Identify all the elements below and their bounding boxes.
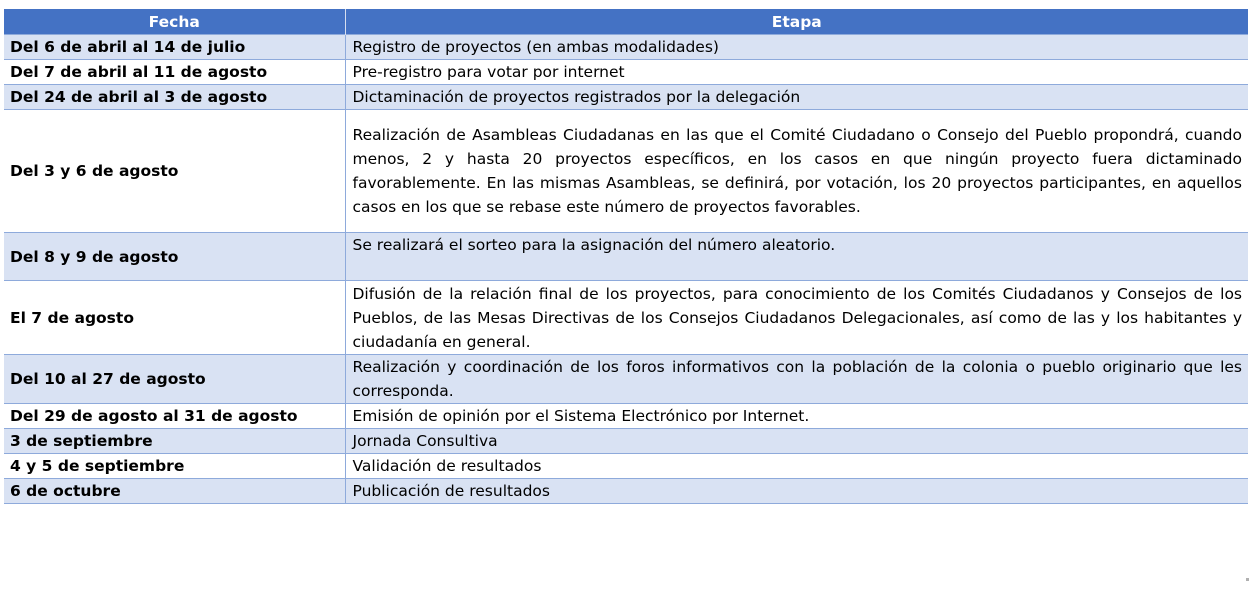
fecha-cell: Del 29 de agosto al 31 de agosto [4, 404, 345, 429]
etapa-cell: Emisión de opinión por el Sistema Electrónico por Internet. [345, 404, 1248, 429]
etapa-cell: Realización y coordinación de los foros informativos con la población de la colonia o pueblo originario que les corresponda. [345, 355, 1248, 404]
table-row [4, 85, 1248, 110]
table-row [4, 281, 1248, 355]
table-row [4, 60, 1248, 85]
etapa-cell: Publicación de resultados [345, 479, 1248, 504]
fecha-cell: Del 7 de abril al 11 de agosto [4, 60, 345, 85]
fecha-cell: 6 de octubre [4, 479, 345, 504]
table-row [4, 355, 1248, 404]
fecha-cell: Del 3 y 6 de agosto [4, 110, 345, 233]
table-row [4, 35, 1248, 60]
schedule-table-container [4, 9, 1248, 504]
etapa-cell: Realización de Asambleas Ciudadanas en las que el Comité Ciudadano o Consejo del Pueblo propondrá, cuando menos, 2 y hasta 20 proyectos específicos, en los casos en que ningún proyecto fuera dictaminado favorablemente. En las mismas Asambleas, se definirá, por votación, los 20 proyectos participantes, en aquellos casos en los que se rebase este número de proyectos favorables. [345, 110, 1248, 233]
table-row [4, 233, 1248, 281]
etapa-cell: Validación de resultados [345, 454, 1248, 479]
table-row [4, 454, 1248, 479]
fecha-cell: 3 de septiembre [4, 429, 345, 454]
schedule-table [4, 9, 1248, 504]
fecha-cell: Del 6 de abril al 14 de julio [4, 35, 345, 60]
table-row [4, 404, 1248, 429]
fecha-cell: 4 y 5 de septiembre [4, 454, 345, 479]
header-etapa: Etapa [345, 9, 1248, 35]
fecha-cell: El 7 de agosto [4, 281, 345, 355]
table-row [4, 429, 1248, 454]
corner-mark [1246, 578, 1249, 581]
etapa-cell: Difusión de la relación final de los proyectos, para conocimiento de los Comités Ciudadanos y Consejos de los Pueblos, de las Mesas Directivas de los Consejos Ciudadanos Delegacionales, así como de las y los habitantes y ciudadanía en general. [345, 281, 1248, 355]
table-row [4, 110, 1248, 233]
etapa-cell: Pre-registro para votar por internet [345, 60, 1248, 85]
etapa-cell: Registro de proyectos (en ambas modalidades) [345, 35, 1248, 60]
etapa-cell: Dictaminación de proyectos registrados por la delegación [345, 85, 1248, 110]
table-row [4, 479, 1248, 504]
etapa-cell: Jornada Consultiva [345, 429, 1248, 454]
etapa-cell: Se realizará el sorteo para la asignación del número aleatorio. [345, 233, 1248, 281]
fecha-cell: Del 24 de abril al 3 de agosto [4, 85, 345, 110]
fecha-cell: Del 10 al 27 de agosto [4, 355, 345, 404]
table-header-row [4, 9, 1248, 35]
fecha-cell: Del 8 y 9 de agosto [4, 233, 345, 281]
header-fecha: Fecha [4, 9, 345, 35]
